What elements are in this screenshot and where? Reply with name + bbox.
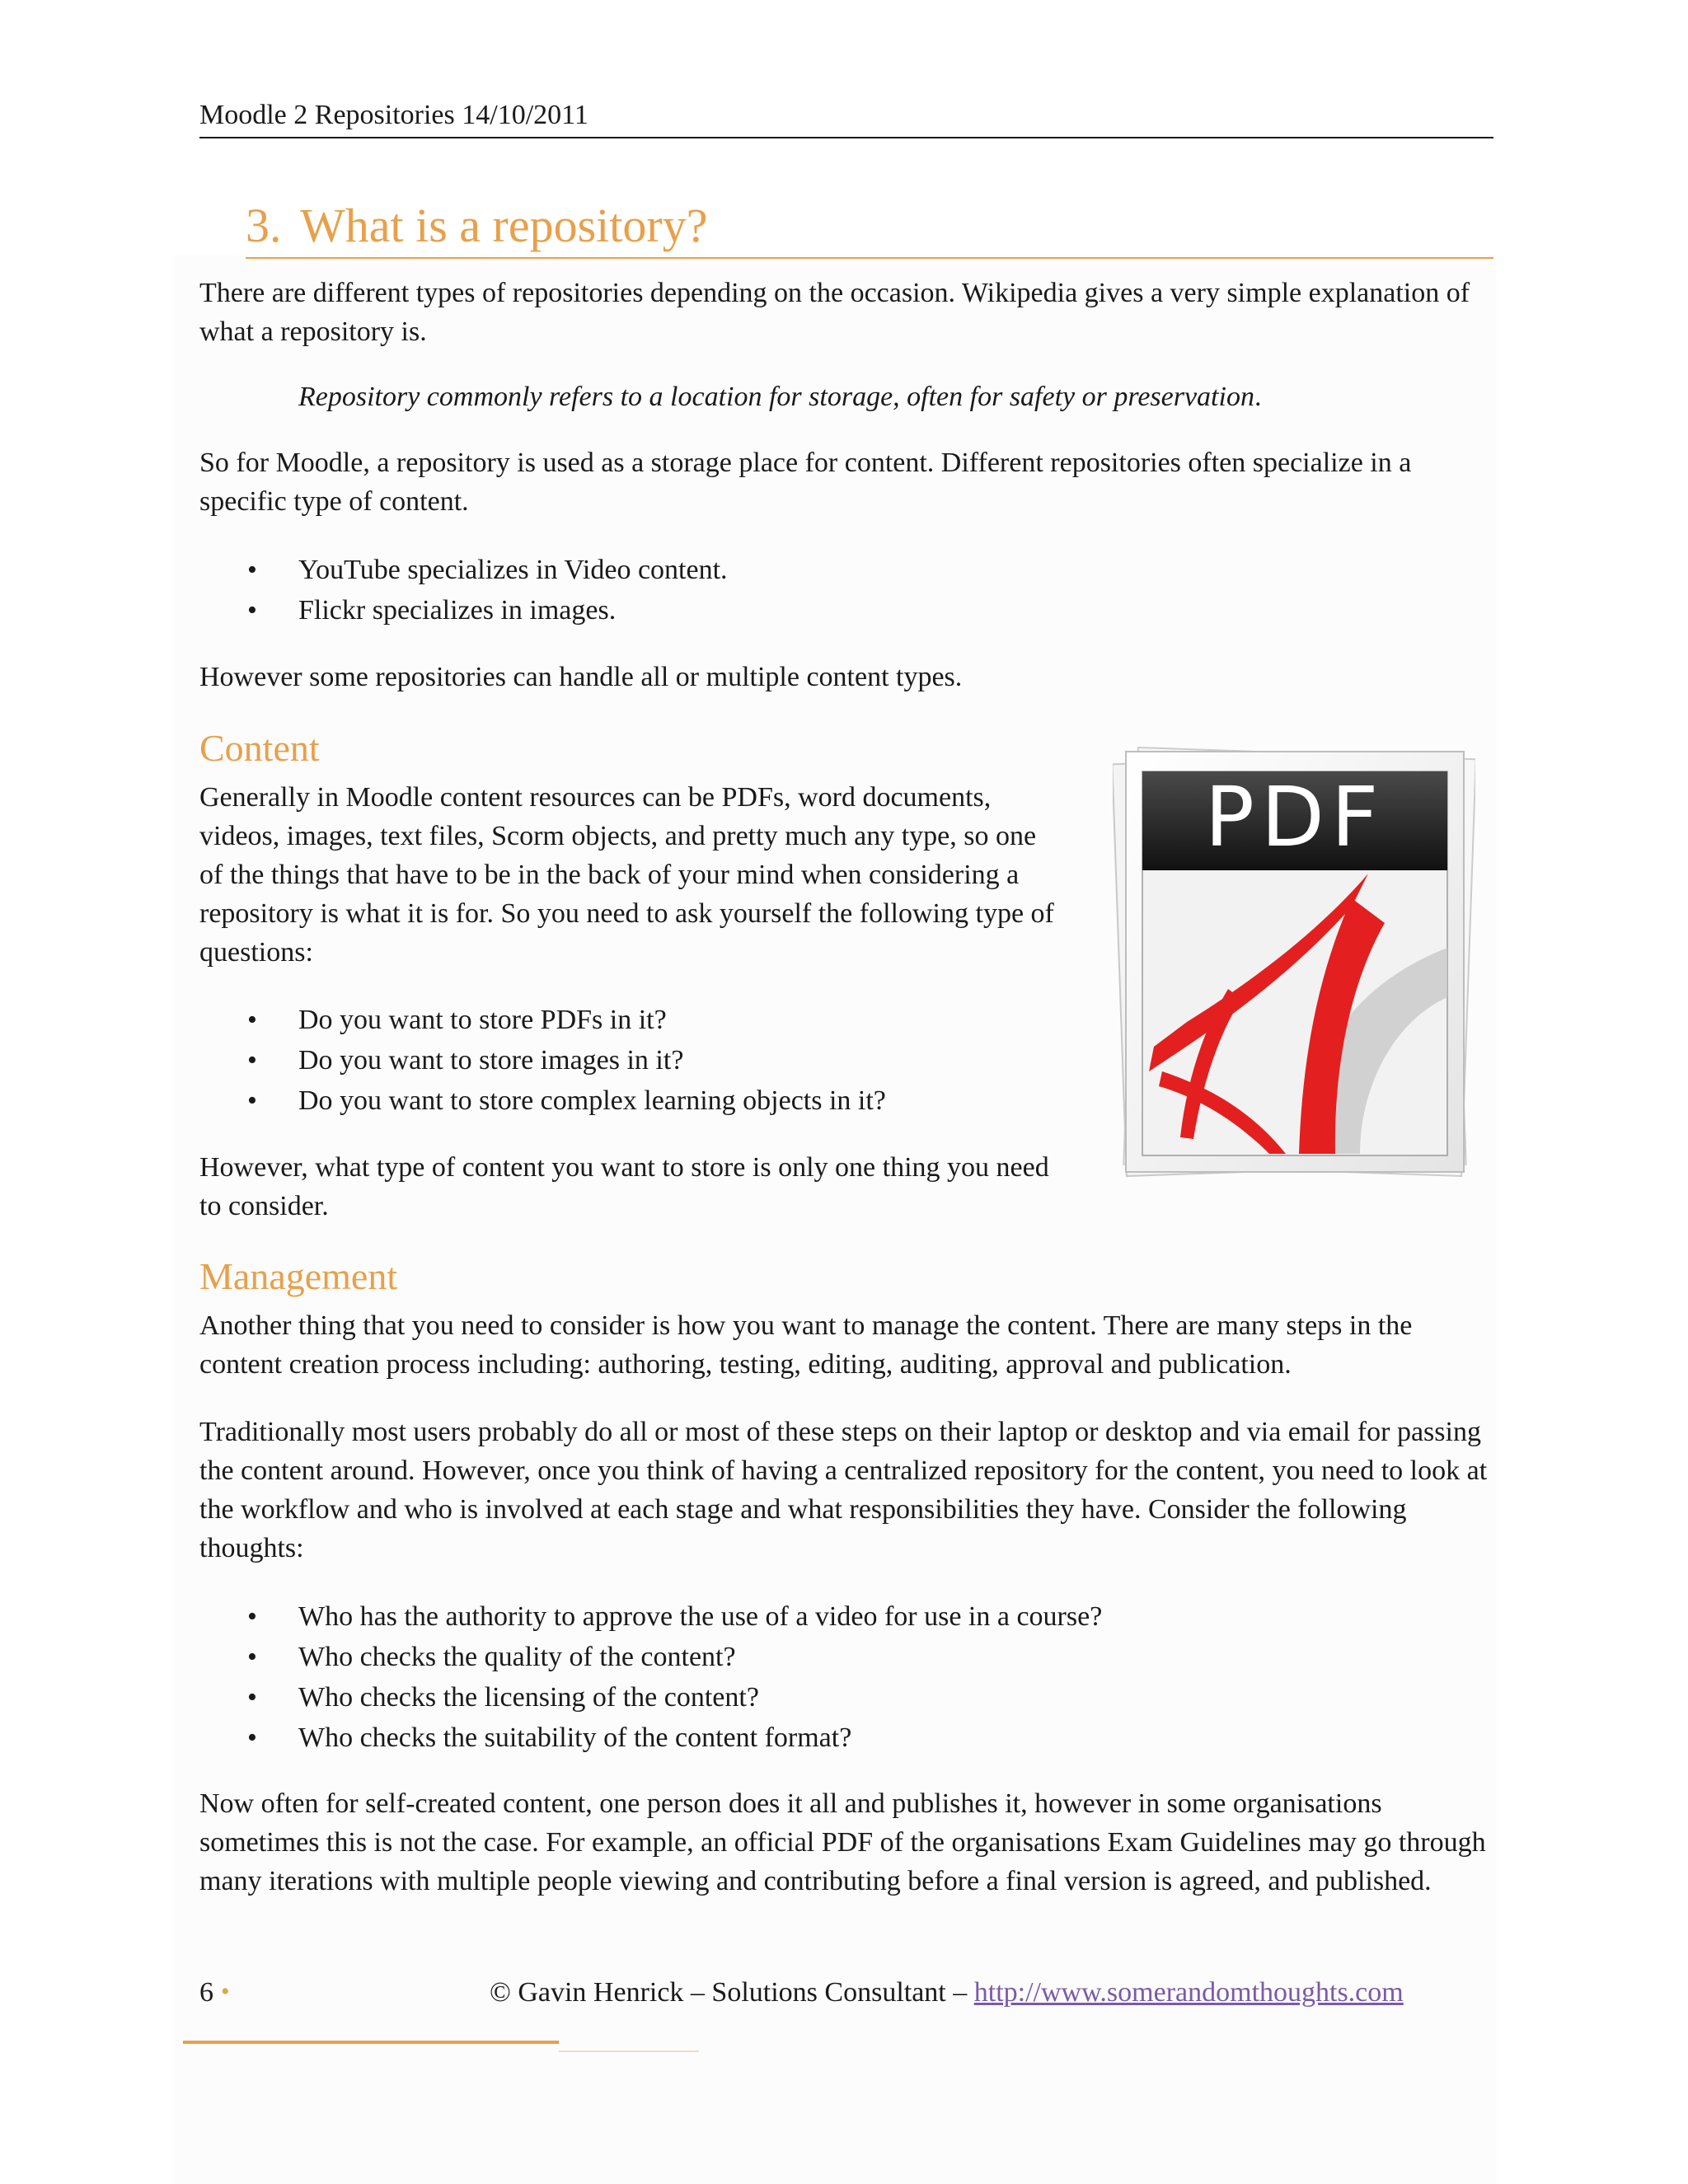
moodle-repository-paragraph: So for Moodle, a repository is used as a storage place for content. Different repositories often specialize in a specific type of content. [199,448,1412,517]
pdf-document-icon [1113,742,1475,1187]
quote-period: . [1254,382,1262,412]
self-created-content-paragraph: Now often for self-created content, one person does it all and publishes it, however in some organisations sometimes this is not the case. For example, an official PDF of the organisations Exam Guidelines may go through many iterations with multiple people viewing and contributing before a final version is agreed, and published. [199,1788,1486,1896]
list-item: • Who checks the quality of the content? [199,1637,1102,1677]
footer-rule-light [559,2050,699,2052]
list-item: • Who has the authority to approve the use of a video for use in a course? [199,1596,1102,1637]
quote-text: Repository commonly refers to a location for storage, often for safety or preservation [298,382,1254,412]
list-item: • Do you want to store PDFs in it? [199,1000,886,1040]
specialization-list [199,550,728,630]
footer-rule [183,2041,559,2044]
list-item: • Who checks the suitability of the content format? [199,1718,1102,1758]
intro-paragraph: There are different types of repositories depending on the occasion. Wikipedia gives a very simple explanation of what a repository is. [199,278,1470,347]
list-item: • Do you want to store complex learning objects in it? [199,1080,886,1121]
workflow-paragraph: Traditionally most users probably do all or most of these steps on their laptop or desktop and via email for passing the content around. However, once you think of having a centralized repository for the content, you need to look at the workflow and who is involved at each stage and what responsibilities they have. Consider the following thoughts: [199,1417,1488,1563]
content-questions-list [199,1000,886,1121]
content-heading: Content [199,727,320,769]
website-link[interactable]: http://www.somerandomthoughts.com [973,1977,1404,2008]
management-heading: Management [199,1255,398,1297]
management-paragraph: Another thing that you need to consider is how you want to manage the content. There are many steps in the content creation process including: authoring, testing, editing, auditing, approval and publication. [199,1310,1413,1380]
chapter-title: What is a repository? [300,199,708,252]
management-questions-list [199,1596,1102,1758]
chapter-number: 3. [246,199,282,252]
list-item: • Flickr specializes in images. [199,590,728,630]
footer-credit-text: © Gavin Henrick – Solutions Consultant – [490,1977,974,2008]
content-paragraph: Generally in Moodle content resources can be PDFs, word documents, videos, images, text files, Scorm objects, and pretty much any type, so one of the things that have to be in the back of your mind when considering a repository is what it is for. So you need to ask yourself the following type of questions: [199,782,1054,968]
running-header: Moodle 2 Repositories 14/10/2011 [199,97,1493,138]
list-item: • Do you want to store images in it? [199,1040,886,1080]
pdf-label: PDF [1204,769,1386,865]
list-item: • YouTube specializes in Video content. [199,550,728,590]
footer-credit [490,1975,1404,2011]
list-item: • Who checks the licensing of the content? [199,1677,1102,1718]
footer-bullet: • [221,1978,230,2005]
page-number: 6 [199,1977,213,2008]
wikipedia-quote [298,377,1261,416]
multiple-content-paragraph: However some repositories can handle all or multiple content types. [199,662,963,692]
content-conclusion-paragraph: However, what type of content you want to store is only one thing you need to consider. [199,1152,1049,1221]
chapter-heading [246,196,1493,259]
